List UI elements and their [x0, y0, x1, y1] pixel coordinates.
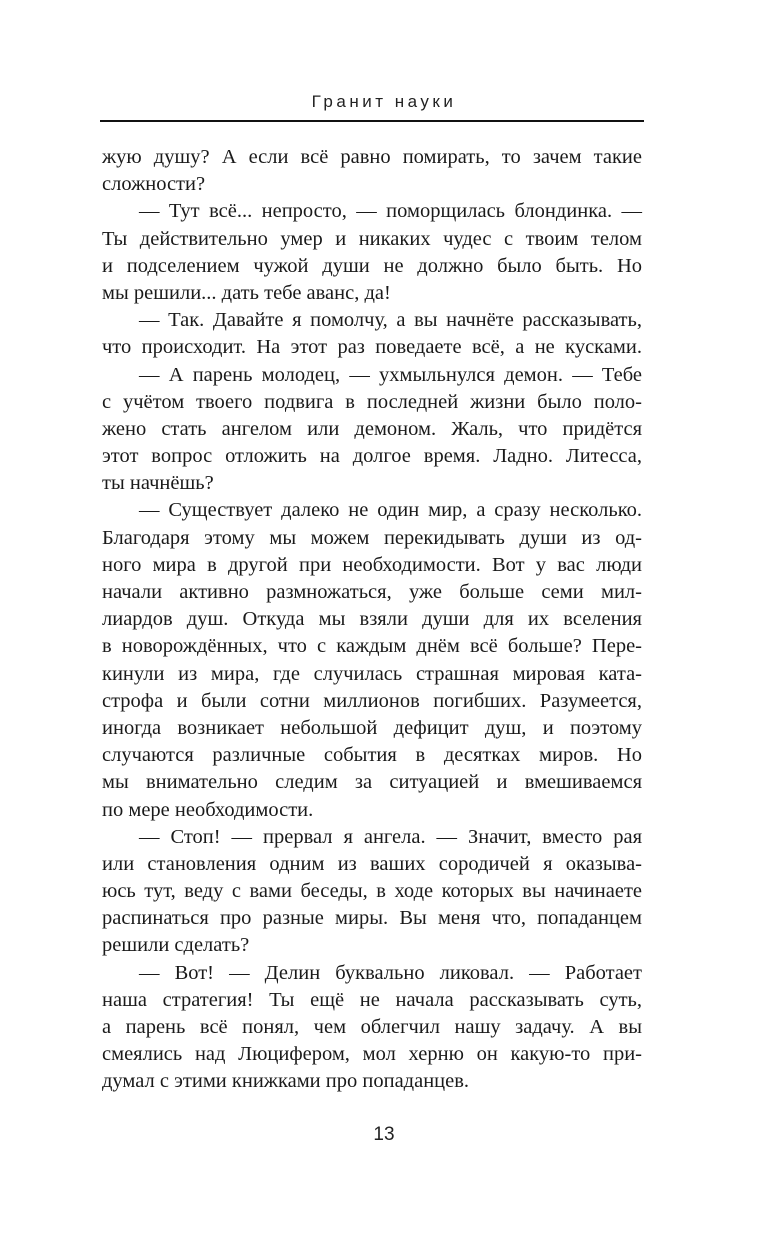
running-head: Гранит науки	[311, 92, 457, 111]
text-line: — Тут всё... непросто, — поморщилась блондинка. —	[139, 200, 642, 223]
text-line: этот вопрос отложить на долгое время. Ладно. Литесса,	[102, 445, 642, 468]
text-line: кинули из мира, где случилась страшная мировая ката-	[102, 662, 642, 685]
text-line: начали активно размножаться, уже больше семи мил-	[102, 581, 642, 603]
text-line: иногда возникает небольшой дефицит душ, и поэтому	[102, 716, 642, 739]
text-line: — Так. Давайте я помолчу, а вы начнёте рассказывать,	[139, 309, 642, 332]
header-rule	[100, 120, 644, 122]
text-line: — Стоп! — прервал я ангела. — Значит, вместо рая	[139, 825, 642, 848]
text-line: по мере необходимости.	[102, 798, 314, 821]
text-line: Благодаря этому мы можем перекидывать души из од-	[102, 526, 642, 549]
text-line: сложности?	[102, 173, 206, 196]
text-line: а парень всё понял, чем облегчил нашу задачу. А вы	[102, 1016, 642, 1038]
text-line: жую душу? А если всё равно помирать, то зачем такие	[102, 146, 642, 168]
text-line: Ты действительно умер и никаких чудес с твоим телом	[102, 227, 642, 250]
text-line: мы решили... дать тебе аванс, да!	[102, 281, 391, 304]
text-line: думал с этими книжками про попаданцев.	[102, 1070, 470, 1093]
page-number: 13	[373, 1124, 395, 1145]
text-line: мы внимательно следим за ситуацией и вмешиваемся	[102, 771, 642, 794]
text-line: и подселением чужой души не должно было быть. Но	[102, 254, 642, 277]
text-line: юсь тут, веду с вами беседы, в ходе которых вы начинаете	[102, 880, 642, 903]
text-line: с учётом твоего подвига в последней жизни было поло-	[102, 390, 642, 413]
text-line: случаются различные события в десятках миров. Но	[102, 744, 642, 767]
text-line: распинаться про разные миры. Вы меня что, попаданцем	[102, 907, 642, 930]
text-line: — Вот! — Делин буквально ликовал. — Работает	[139, 961, 642, 984]
text-line: — Существует далеко не один мир, а сразу несколько.	[139, 499, 642, 522]
text-line: ты начнёшь?	[102, 472, 214, 495]
text-line: ного мира в другой при необходимости. Вот у вас люди	[102, 553, 642, 576]
text-line: наша стратегия! Ты ещё не начала рассказывать суть,	[102, 988, 642, 1011]
text-line: в новорождённых, что с каждым днём всё больше? Пере-	[102, 635, 642, 658]
text-line: — А парень молодец, — ухмыльнулся демон. — Тебе	[139, 363, 642, 386]
text-line: что происходит. На этот раз поведаете всё, а не кусками.	[102, 336, 642, 359]
text-line: решили сделать?	[102, 934, 250, 957]
text-line: жено стать ангелом или демоном. Жаль, что придётся	[102, 417, 642, 440]
text-line: или становления одним из ваших сородичей я оказыва-	[102, 852, 642, 875]
text-line: смеялись над Люцифером, мол херню он какую-то при-	[102, 1043, 642, 1066]
text-line: лиардов душ. Откуда мы взяли души для их вселения	[102, 608, 642, 631]
text-line: строфа и были сотни миллионов погибших. Разумеется,	[102, 689, 642, 712]
page-body-text	[102, 144, 642, 1096]
